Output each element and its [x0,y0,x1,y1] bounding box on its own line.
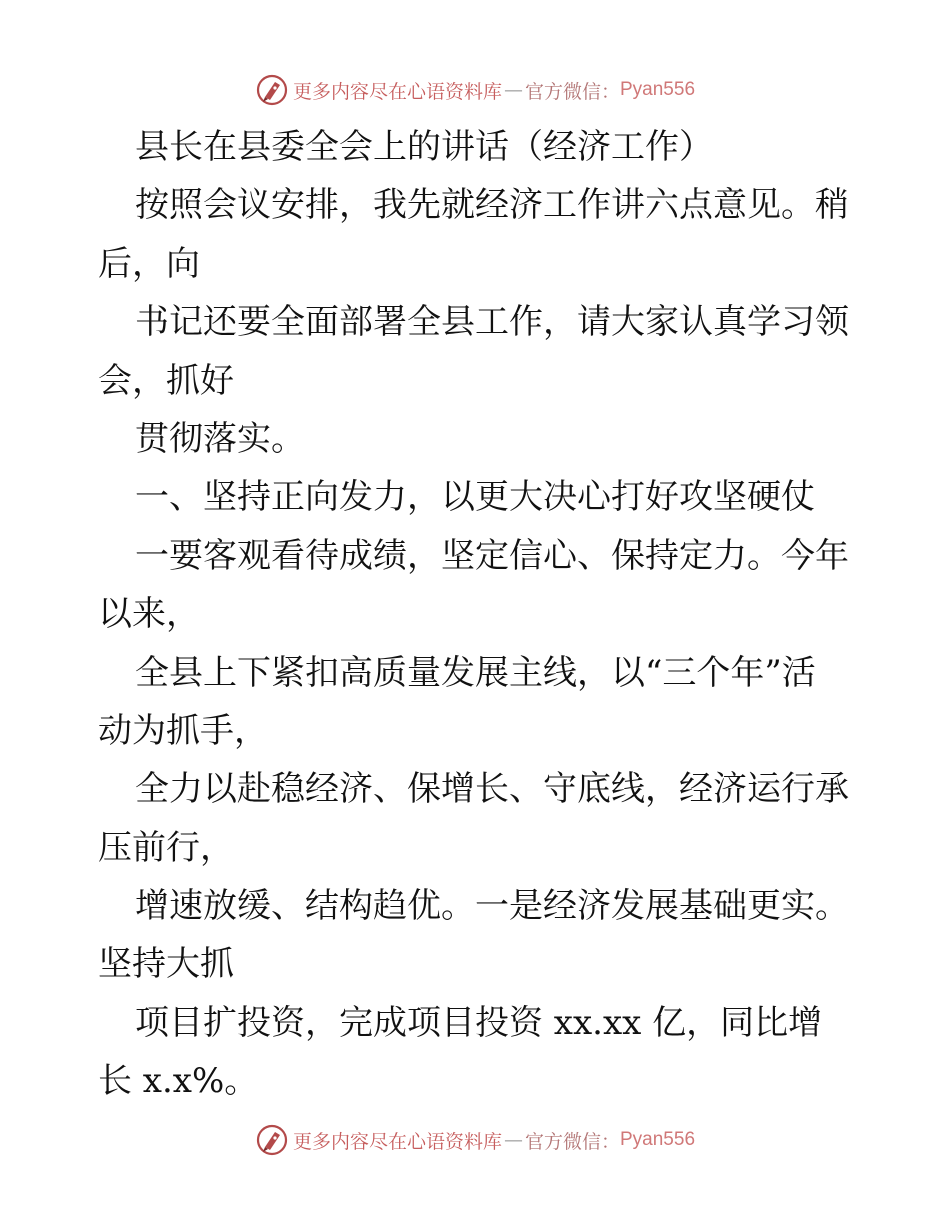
paragraph-line: 增速放缓、结构趋优。一是经济发展基础更实。 [135,886,849,927]
banner-dash: — [503,1129,523,1151]
paragraph-line: 后，向 [98,243,200,284]
banner-dash: — [503,79,523,101]
paragraph-line: 以来， [98,594,200,635]
section-heading: 一、坚持正向发力，以更大决心打好攻坚硬仗 [135,477,815,518]
banner-wechat-id: Pyan556 [620,79,696,100]
paragraph-line: 坚持大抓 [98,944,234,985]
paragraph-line: 会，抓好 [98,360,234,401]
paragraph-line: 贯彻落实。 [135,418,305,459]
banner-text: 更多内容尽在心语资料库 [292,80,502,103]
banner-wechat-label: 官方微信： [524,80,620,103]
paragraph-line: 一要客观看待成绩，坚定信心、保持定力。今年 [135,535,849,576]
header-banner [0,70,950,110]
banner-text: 更多内容尽在心语资料库 [292,1130,502,1153]
banner-wechat-label: 官方微信： [524,1130,620,1153]
document-title: 县长在县委全会上的讲话（经济工作） [135,127,713,167]
banner-wechat-id: Pyan556 [620,1129,696,1150]
paragraph-line: 项目扩投资，完成项目投资 xx.xx 亿，同比增 [135,1002,823,1043]
pen-nib-logo-icon [255,1123,289,1157]
document-body [98,118,858,1111]
paragraph-line: 全力以赴稳经济、保增长、守底线，经济运行承 [135,769,849,810]
paragraph-line: 书记还要全面部署全县工作，请大家认真学习领 [135,302,849,343]
paragraph-line: 压前行， [98,827,234,868]
paragraph-line: 长 x.x%。 [98,1061,259,1102]
paragraph-line: 动为抓手， [98,710,268,751]
paragraph-line: 全县上下紧扣高质量发展主线，以“三个年”活 [135,652,816,693]
footer-banner [0,1120,950,1160]
pen-nib-logo-icon [255,73,289,107]
paragraph-line: 按照会议安排，我先就经济工作讲六点意见。稍 [135,185,849,226]
